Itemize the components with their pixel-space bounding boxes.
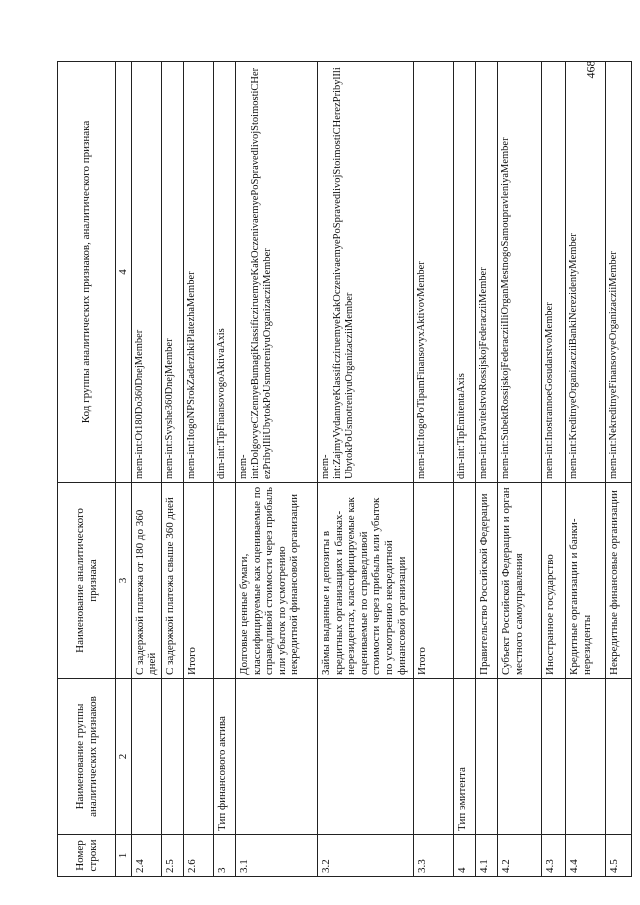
- attribute-name: Кредитные организации и банки-нерезиденты: [565, 483, 605, 679]
- row-number: 4.3: [541, 835, 565, 877]
- attribute-code: mem-int:KreditnyeOrganizacziiBankiNerezidentyMember: [565, 62, 605, 483]
- row-number: 2.4: [131, 835, 161, 877]
- group-name: Тип финансового актива: [213, 679, 235, 835]
- header-group-name: Наименование группы аналитических признаков: [58, 679, 116, 835]
- row-number: 4.2: [497, 835, 541, 877]
- column-number: 2: [116, 679, 132, 835]
- page-number: 468: [583, 60, 598, 79]
- table-row: [161, 62, 183, 877]
- row-number: 4.4: [565, 835, 605, 877]
- attribute-code: mem-int:ItogoNPSrokZaderzhkiPlatezhaMember: [183, 62, 213, 483]
- header-row-number: Номер строки: [58, 835, 116, 877]
- attribute-name: Субъект Российской Федерации и орган местного самоуправления: [497, 483, 541, 679]
- group-name: [541, 679, 565, 835]
- attribute-name: Займы выданные и депозиты в кредитных организациях и банках-нерезидентах, классифицируемые как оцениваемые по справедливой стоимости через прибыль или убыток по усмотрению некредитной финансовой организации: [317, 483, 413, 679]
- row-number: 3: [213, 835, 235, 877]
- table-row: [475, 62, 497, 877]
- attribute-code: mem-int:NekreditnyeFinansovyeOrganizacziiMember: [605, 62, 631, 483]
- table-row: [131, 62, 161, 877]
- attribute-name: Некредитные финансовые организации: [605, 483, 631, 679]
- table-row: [317, 62, 413, 877]
- table-row: [497, 62, 541, 877]
- table-row: [183, 62, 213, 877]
- row-number: 3.2: [317, 835, 413, 877]
- table-row: [565, 62, 605, 877]
- group-name: [317, 679, 413, 835]
- attribute-code: mem-int:PravitelstvoRossijskojFederacziiMember: [475, 62, 497, 483]
- group-name: [497, 679, 541, 835]
- group-name: [475, 679, 497, 835]
- attribute-name: С задержкой платежа свыше 360 дней: [161, 483, 183, 679]
- attribute-name: Итого: [183, 483, 213, 679]
- table-row: [605, 62, 631, 877]
- row-number: 3.1: [235, 835, 317, 877]
- header-attribute-name: Наименование аналитического признака: [58, 483, 116, 679]
- attribute-code: mem-int:DolgovyeCZennyeBumagiKlassificziruemyeKakOczenivaemyePoSpravedlivojStoimostiCHerezPribylIliUbytokPoUsmotreniyuOrganizaczii​Member: [235, 62, 317, 483]
- attribute-code: dim-int:TipEmitentaAxis: [453, 62, 475, 483]
- group-name: [605, 679, 631, 835]
- attribute-code: mem-int:Ot180Do360DnejMember: [131, 62, 161, 483]
- column-number: 4: [116, 62, 132, 483]
- attribute-code: mem-int:ZajmyVydannyeKlassificziruemyeKakOczenivaemyePoSpravedlivojStoimostiCHerezPribylIliUbytokPoUsmotreniyuOrganizacziiMember: [317, 62, 413, 483]
- group-name: [565, 679, 605, 835]
- attribute-code: mem-int:Svyshe360DnejMember: [161, 62, 183, 483]
- attribute-name: Итого: [413, 483, 453, 679]
- row-number: 3.3: [413, 835, 453, 877]
- row-number: 4.1: [475, 835, 497, 877]
- column-number: 1: [116, 835, 132, 877]
- column-number: 3: [116, 483, 132, 679]
- row-number: 2.6: [183, 835, 213, 877]
- attribute-code: mem-int:InostrannoeGosudarstvoMember: [541, 62, 565, 483]
- attribute-name: Правительство Российской Федерации: [475, 483, 497, 679]
- attribute-name: Иностранное государство: [541, 483, 565, 679]
- table-row: [235, 62, 317, 877]
- group-name: [161, 679, 183, 835]
- table-row: [453, 62, 475, 877]
- attribute-code: dim-int:TipFinansovogoAktivaAxis: [213, 62, 235, 483]
- attribute-name: Долговые ценные бумаги, классифицируемые как оцениваемые по справедливой стоимости через прибыль или убыток по усмотрению некредитной финансовой организации: [235, 483, 317, 679]
- table-row: [213, 62, 235, 877]
- group-name: [183, 679, 213, 835]
- attribute-name: [213, 483, 235, 679]
- group-name: [235, 679, 317, 835]
- row-number: 4.5: [605, 835, 631, 877]
- group-name: [131, 679, 161, 835]
- group-name: Тип эмитента: [453, 679, 475, 835]
- group-name: [413, 679, 453, 835]
- attribute-code: mem-int:SubektRossijskojFederacziiIliOrganMestnogoSamoupravleniyaMember: [497, 62, 541, 483]
- row-number: 4: [453, 835, 475, 877]
- rotated-page-content: [57, 62, 620, 877]
- table-row: [541, 62, 565, 877]
- attribute-code: mem-int:ItogoPoTipamFinansovyxAktivovMember: [413, 62, 453, 483]
- header-code: Код группы аналитических признаков, аналитического признака: [58, 62, 116, 483]
- attribute-name: С задержкой платежа от 180 до 360 дней: [131, 483, 161, 679]
- row-number: 2.5: [161, 835, 183, 877]
- table-row: [413, 62, 453, 877]
- analytic-attributes-table: [57, 61, 632, 877]
- attribute-name: [453, 483, 475, 679]
